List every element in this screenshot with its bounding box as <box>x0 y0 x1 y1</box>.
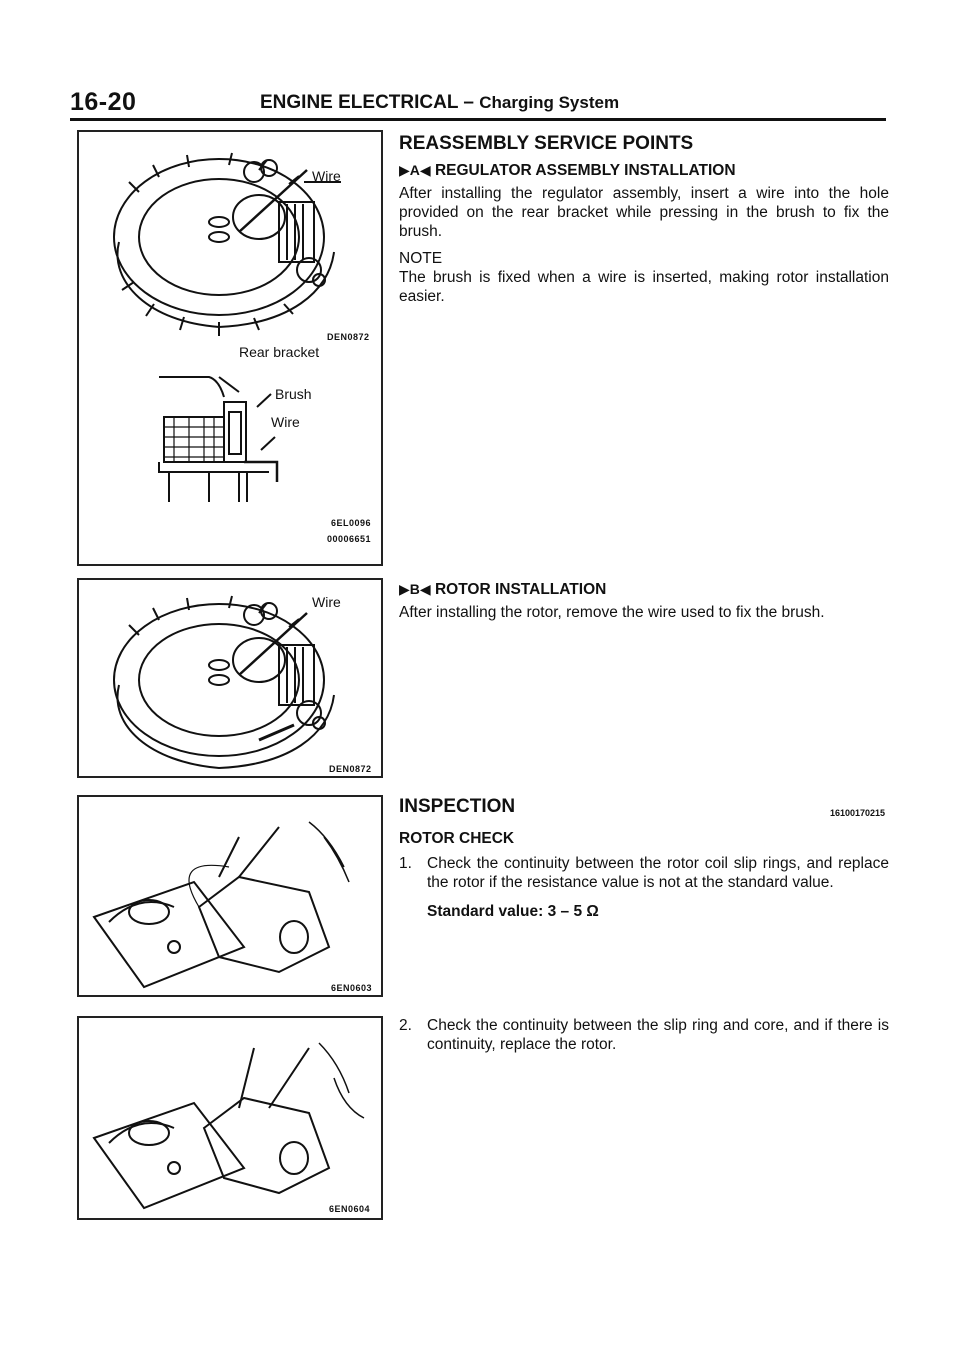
figure-code: DEN0872 <box>329 764 372 774</box>
figure-rotor-installation <box>77 578 383 778</box>
subsection-name: Charging System <box>479 93 620 112</box>
alternator-illustration <box>79 132 381 564</box>
standard-value: Standard value: 3 – 5 Ω <box>427 903 599 920</box>
multimeter-rotor-illustration <box>79 797 381 995</box>
rotor-installation-section <box>399 580 889 622</box>
rotor-check-title: ROTOR CHECK <box>399 830 515 847</box>
section-dash: – <box>463 92 474 113</box>
label-rear-bracket: Rear bracket <box>239 344 320 360</box>
label-wire-2: Wire <box>271 414 300 430</box>
header-rule <box>70 118 886 121</box>
multimeter-core-illustration <box>79 1018 381 1218</box>
figure-code: DEN0872 <box>327 332 370 342</box>
label-wire: Wire <box>312 594 341 610</box>
step-2 <box>399 1016 889 1054</box>
regulator-installation-text: After installing the regulator assembly, insert a wire into the hole provided on the rear bracket while pressing in the brush to fix the brush. <box>399 185 889 240</box>
inspection-step-2 <box>399 1016 889 1054</box>
figure-code-3: 00006651 <box>327 534 372 544</box>
step-2-number: 2. <box>399 1017 412 1034</box>
rotor-installation-title: ROTOR INSTALLATION <box>434 581 607 598</box>
service-point-marker-b: ▶B◀ <box>399 581 431 597</box>
step-1-text: Check the continuity between the rotor coil slip rings, and replace the rotor if the resistance value is not at the standard value. <box>427 855 889 891</box>
inspection-code: 16100170215 <box>829 808 885 818</box>
label-brush: Brush <box>275 386 312 402</box>
reassembly-title: REASSEMBLY SERVICE POINTS <box>399 133 694 154</box>
page-header <box>70 88 886 118</box>
rotor-installation-text: After installing the rotor, remove the wire used to fix the brush. <box>399 604 825 621</box>
rotor-installation-heading <box>399 580 889 599</box>
regulator-installation-heading <box>399 161 889 180</box>
figure-rotor-check-2 <box>77 1016 383 1220</box>
figure-code: 6EN0604 <box>329 1204 371 1214</box>
note-label: NOTE <box>399 250 443 267</box>
step-2-text: Check the continuity between the slip ring and core, and if there is continuity, replace the rotor. <box>427 1017 889 1053</box>
inspection-section <box>399 797 889 921</box>
step-1 <box>399 854 889 921</box>
figure-code: 6EN0603 <box>331 983 373 993</box>
regulator-installation-title: REGULATOR ASSEMBLY INSTALLATION <box>434 162 736 179</box>
service-point-marker-a: ▶A◀ <box>399 162 431 178</box>
page-number: 16-20 <box>70 88 137 116</box>
note-text: The brush is fixed when a wire is inserted, making rotor installation easier. <box>399 269 889 305</box>
step-1-number: 1. <box>399 855 412 872</box>
label-wire: Wire <box>312 168 341 184</box>
reassembly-section <box>399 134 889 306</box>
figure-rotor-check-1 <box>77 795 383 997</box>
section-title <box>260 92 619 114</box>
inspection-title: INSPECTION <box>399 796 516 817</box>
figure-regulator-installation <box>77 130 383 566</box>
figure-code-2: 6EL0096 <box>331 518 372 528</box>
section-name: ENGINE ELECTRICAL <box>260 92 459 113</box>
